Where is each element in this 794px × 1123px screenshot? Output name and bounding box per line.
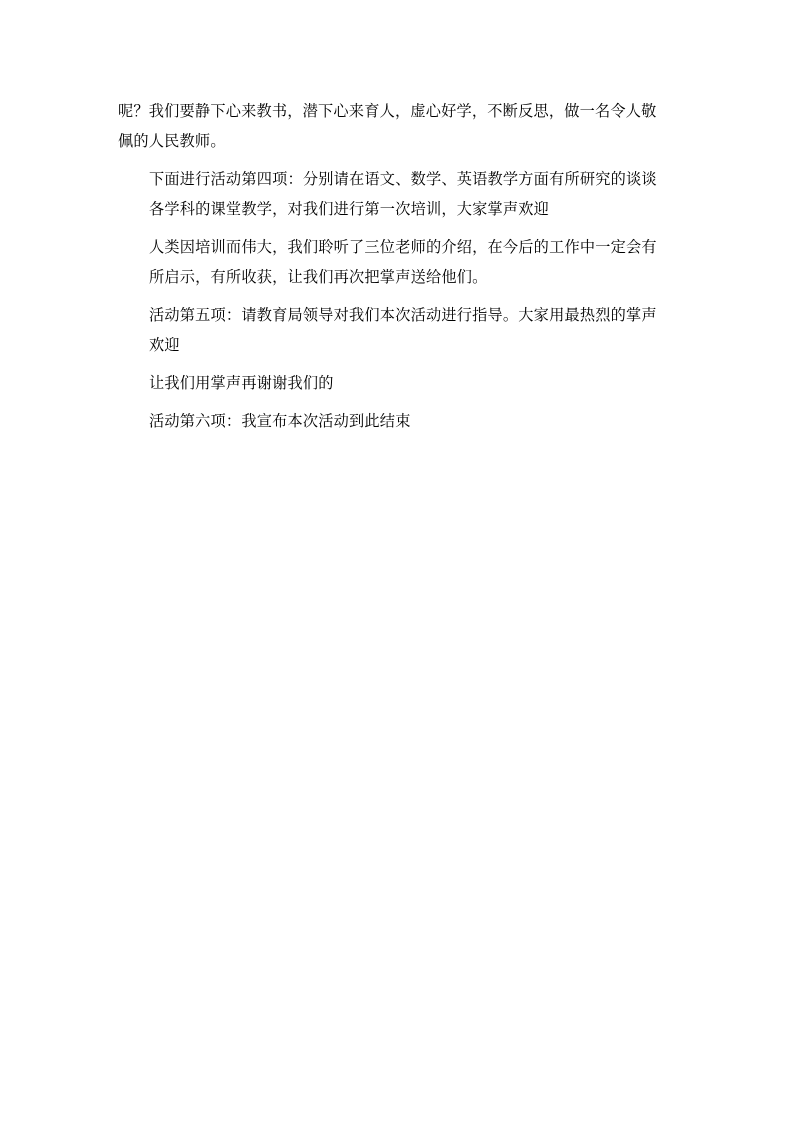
text-line: 所启示，有所收获，让我们再次把掌声送给他们。 bbox=[149, 268, 488, 286]
text-line: 活动第五项：请教育局领导对我们本次活动进行指导。大家用最热烈的掌声 bbox=[149, 306, 657, 324]
text-line: 各学科的课堂教学，对我们进行第一次培训，大家掌声欢迎 bbox=[149, 200, 550, 218]
paragraph-training-summary bbox=[118, 232, 676, 292]
paragraph-activity-four bbox=[118, 164, 676, 224]
paragraph-thanks bbox=[118, 368, 676, 398]
paragraph-activity-five bbox=[118, 300, 676, 360]
text-line: 欢迎 bbox=[149, 336, 180, 354]
document-body bbox=[118, 96, 676, 444]
text-line: 呢？我们要静下心来教书，潜下心来育人，虚心好学，不断反思，做一名令人敬 bbox=[118, 102, 657, 120]
text-line: 活动第六项：我宣布本次活动到此结束 bbox=[149, 412, 411, 430]
text-line: 下面进行活动第四项：分别请在语文、数学、英语教学方面有所研究的谈谈 bbox=[149, 170, 657, 188]
text-line: 让我们用掌声再谢谢我们的 bbox=[149, 374, 334, 392]
text-line: 佩的人民教师。 bbox=[118, 132, 226, 150]
text-line: 人类因培训而伟大，我们聆听了三位老师的介绍，在今后的工作中一定会有 bbox=[149, 238, 657, 256]
paragraph-activity-six bbox=[118, 406, 676, 436]
paragraph-teacher-conclusion bbox=[118, 96, 676, 156]
